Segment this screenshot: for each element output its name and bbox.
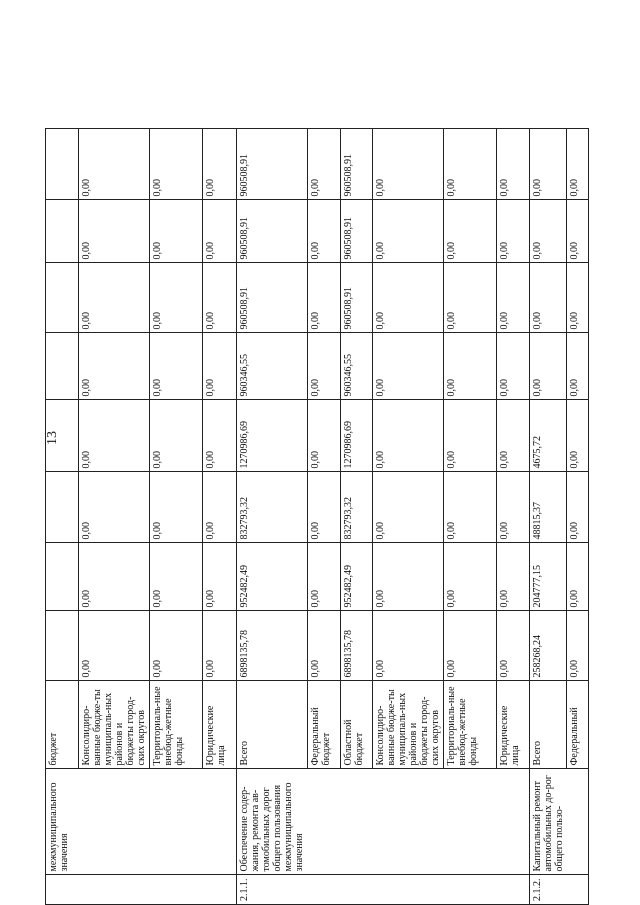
funding-source-cell: Консолидиро-ванные бюдже-ты муниципаль-ных районов и бюджеты город-ских округов — [79, 681, 150, 769]
amount-cell: 0,00 — [150, 263, 203, 333]
amount-cell: 0,00 — [443, 611, 496, 681]
amount-cell: 0,00 — [372, 129, 443, 200]
table-row — [567, 129, 589, 905]
row-number-cell: 2.1.1. — [237, 875, 308, 905]
amount-cell: 0,00 — [443, 263, 496, 333]
amount-cell: 6898135,78 — [237, 611, 308, 681]
amount-cell: 0,00 — [203, 472, 237, 543]
amount-cell: 0,00 — [567, 400, 589, 472]
table-row — [496, 129, 529, 905]
amount-cell: 0,00 — [372, 543, 443, 611]
row-number-cell — [203, 875, 237, 905]
funding-source-cell: Консолидиро-ванные бюдже-ты муниципаль-ных районов и бюджеты город-ских округов — [372, 681, 443, 769]
amount-cell: 0,00 — [372, 200, 443, 263]
program-name-cell — [496, 769, 529, 875]
amount-cell — [46, 472, 79, 543]
amount-cell: 0,00 — [150, 200, 203, 263]
amount-cell: 0,00 — [203, 611, 237, 681]
amount-cell: 0,00 — [567, 129, 589, 200]
program-name-cell — [307, 769, 340, 875]
amount-cell: 0,00 — [307, 263, 340, 333]
table-row — [529, 129, 567, 905]
amount-cell: 0,00 — [372, 400, 443, 472]
amount-cell: 0,00 — [79, 543, 150, 611]
funding-source-cell: Всего — [237, 681, 308, 769]
amount-cell: 960508,91 — [237, 263, 308, 333]
amount-cell: 0,00 — [443, 200, 496, 263]
amount-cell: 0,00 — [496, 611, 529, 681]
amount-cell: 0,00 — [529, 333, 567, 400]
amount-cell: 48815,37 — [529, 472, 567, 543]
amount-cell: 0,00 — [307, 200, 340, 263]
amount-cell — [46, 543, 79, 611]
amount-cell: 0,00 — [79, 333, 150, 400]
amount-cell: 0,00 — [567, 333, 589, 400]
amount-cell: 0,00 — [529, 200, 567, 263]
amount-cell: 0,00 — [203, 129, 237, 200]
amount-cell: 0,00 — [372, 472, 443, 543]
funding-source-cell: Областной бюджет — [340, 681, 372, 769]
page-number: 13 — [45, 431, 60, 445]
amount-cell: 0,00 — [443, 400, 496, 472]
amount-cell: 832793,32 — [237, 472, 308, 543]
table-row — [443, 129, 496, 905]
amount-cell: 0,00 — [567, 543, 589, 611]
amount-cell: 0,00 — [307, 129, 340, 200]
table-row — [372, 129, 443, 905]
row-number-cell — [46, 875, 79, 905]
amount-cell: 0,00 — [496, 400, 529, 472]
amount-cell: 0,00 — [307, 472, 340, 543]
amount-cell: 0,00 — [496, 200, 529, 263]
amount-cell: 0,00 — [496, 333, 529, 400]
amount-cell: 258268,24 — [529, 611, 567, 681]
program-name-cell — [443, 769, 496, 875]
amount-cell: 0,00 — [529, 129, 567, 200]
amount-cell: 0,00 — [79, 611, 150, 681]
amount-cell: 0,00 — [443, 543, 496, 611]
amount-cell: 0,00 — [203, 333, 237, 400]
amount-cell — [46, 263, 79, 333]
row-number-cell — [496, 875, 529, 905]
amount-cell: 0,00 — [203, 543, 237, 611]
amount-cell: 0,00 — [203, 400, 237, 472]
amount-cell: 1270986,69 — [340, 400, 372, 472]
amount-cell: 0,00 — [372, 333, 443, 400]
amount-cell: 960508,91 — [340, 200, 372, 263]
program-name-cell: Капитальный ремонт автомобильных до-рог общего пользо- — [529, 769, 567, 875]
table-row — [237, 129, 308, 905]
amount-cell: 960346,55 — [340, 333, 372, 400]
table-row — [307, 129, 340, 905]
amount-cell: 952482,49 — [340, 543, 372, 611]
amount-cell: 0,00 — [307, 333, 340, 400]
amount-cell: 0,00 — [79, 200, 150, 263]
funding-source-cell: Федеральный бюджет — [307, 681, 340, 769]
amount-cell — [46, 129, 79, 200]
amount-cell: 0,00 — [307, 543, 340, 611]
amount-cell: 4675,72 — [529, 400, 567, 472]
amount-cell — [46, 200, 79, 263]
funding-source-cell: Юридические лица — [496, 681, 529, 769]
amount-cell: 0,00 — [203, 200, 237, 263]
row-number-cell — [79, 875, 150, 905]
budget-table — [45, 129, 589, 905]
amount-cell: 0,00 — [150, 129, 203, 200]
amount-cell — [46, 611, 79, 681]
program-name-cell — [203, 769, 237, 875]
amount-cell: 0,00 — [443, 129, 496, 200]
amount-cell: 0,00 — [150, 543, 203, 611]
amount-cell: 0,00 — [79, 263, 150, 333]
funding-source-cell: Юридические лица — [203, 681, 237, 769]
amount-cell: 960508,91 — [237, 129, 308, 200]
amount-cell: 0,00 — [529, 263, 567, 333]
amount-cell: 204777,15 — [529, 543, 567, 611]
amount-cell: 0,00 — [372, 611, 443, 681]
row-number-cell — [372, 875, 443, 905]
amount-cell: 0,00 — [496, 543, 529, 611]
funding-source-cell: Территориаль-ные внебюд-жетные фонды — [443, 681, 496, 769]
amount-cell: 960508,91 — [340, 129, 372, 200]
funding-source-cell: Всего — [529, 681, 567, 769]
amount-cell: 0,00 — [150, 333, 203, 400]
amount-cell: 0,00 — [307, 611, 340, 681]
amount-cell — [46, 333, 79, 400]
amount-cell: 0,00 — [443, 472, 496, 543]
program-name-cell — [567, 769, 589, 875]
program-name-cell — [150, 769, 203, 875]
program-name-cell — [79, 769, 150, 875]
amount-cell: 0,00 — [567, 263, 589, 333]
amount-cell: 0,00 — [203, 263, 237, 333]
amount-cell: 0,00 — [79, 129, 150, 200]
funding-source-cell: Территориаль-ные внебюд-жетные фонды — [150, 681, 203, 769]
budget-table-region — [45, 0, 640, 905]
amount-cell: 0,00 — [79, 472, 150, 543]
amount-cell: 0,00 — [567, 611, 589, 681]
amount-cell: 1270986,69 — [237, 400, 308, 472]
amount-cell: 960508,91 — [340, 263, 372, 333]
funding-source-cell: бюджет — [46, 681, 79, 769]
row-number-cell — [150, 875, 203, 905]
amount-cell: 0,00 — [496, 263, 529, 333]
amount-cell: 0,00 — [372, 263, 443, 333]
amount-cell: 960346,55 — [237, 333, 308, 400]
table-row — [340, 129, 372, 905]
table-row — [203, 129, 237, 905]
amount-cell: 0,00 — [443, 333, 496, 400]
amount-cell: 0,00 — [150, 400, 203, 472]
row-number-cell — [307, 875, 340, 905]
amount-cell: 6898135,78 — [340, 611, 372, 681]
amount-cell: 952482,49 — [237, 543, 308, 611]
amount-cell: 0,00 — [496, 472, 529, 543]
amount-cell: 0,00 — [150, 472, 203, 543]
amount-cell: 0,00 — [79, 400, 150, 472]
funding-source-cell: Федеральный — [567, 681, 589, 769]
amount-cell: 832793,32 — [340, 472, 372, 543]
amount-cell — [46, 400, 79, 472]
amount-cell: 0,00 — [567, 472, 589, 543]
table-row — [79, 129, 150, 905]
table-row — [150, 129, 203, 905]
amount-cell: 0,00 — [567, 200, 589, 263]
row-number-cell — [340, 875, 372, 905]
amount-cell: 0,00 — [496, 129, 529, 200]
program-name-cell — [340, 769, 372, 875]
row-number-cell — [567, 875, 589, 905]
row-number-cell — [443, 875, 496, 905]
amount-cell: 0,00 — [150, 611, 203, 681]
table-row — [46, 129, 79, 905]
program-name-cell: межмуниципального значения — [46, 769, 79, 875]
program-name-cell — [372, 769, 443, 875]
row-number-cell: 2.1.2. — [529, 875, 567, 905]
amount-cell: 0,00 — [307, 400, 340, 472]
program-name-cell: Обеспечение содер-жания, ремонта ав-томобильных дорог общего пользования межмуниципального значения — [237, 769, 308, 875]
amount-cell: 960508,91 — [237, 200, 308, 263]
